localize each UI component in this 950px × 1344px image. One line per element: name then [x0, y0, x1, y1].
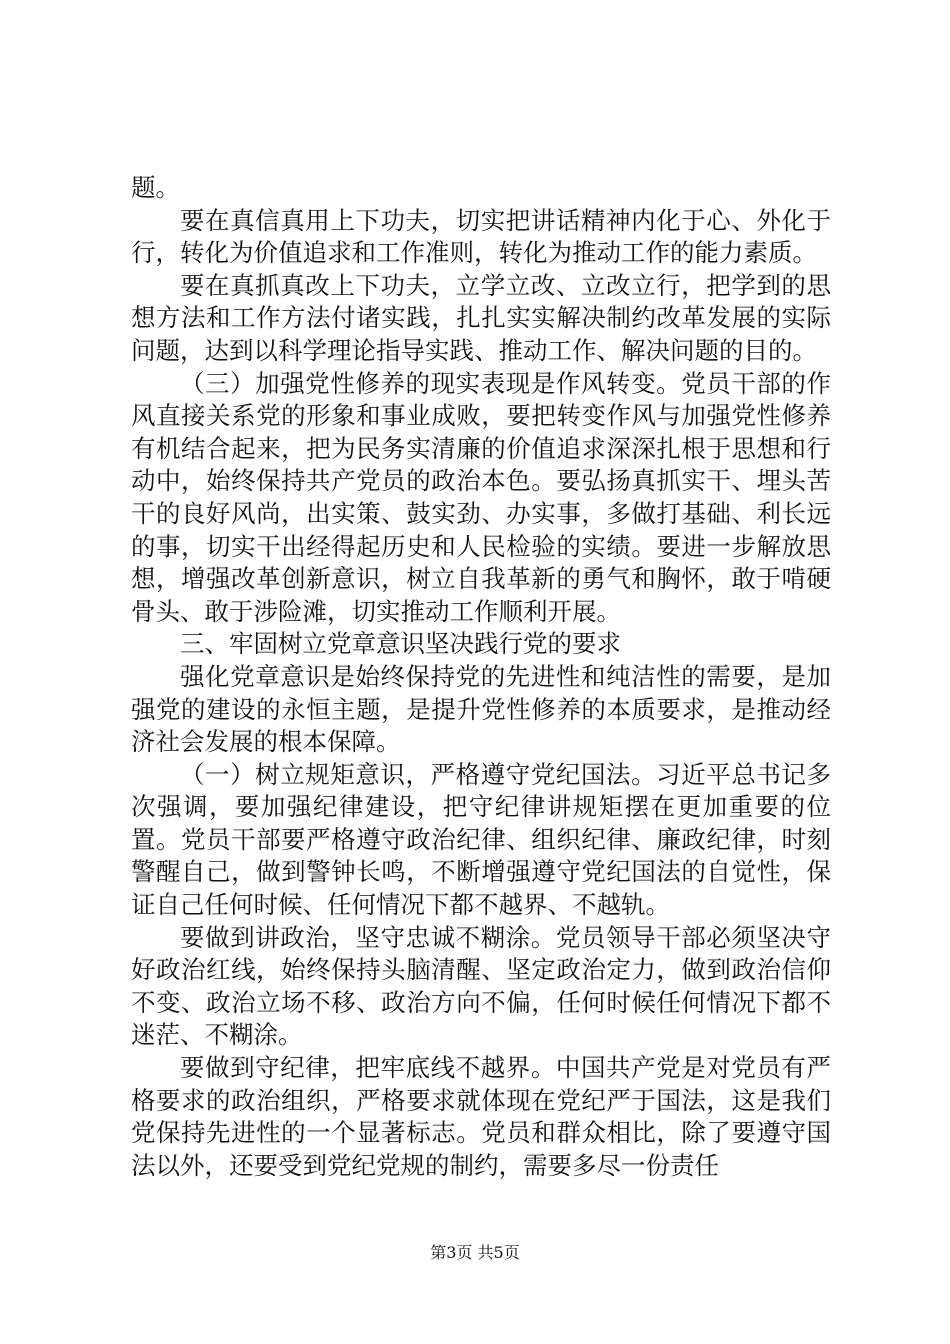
paragraph: （三）加强党性修养的现实表现是作风转变。党员干部的作风直接关系党的形象和事业成败，要把转变作风与加强党性修养有机结合起来，把为民务实清廉的价值追求深深扎根于思想和行动中，始终保持共产党员的政治本色。要弘扬真抓实干、埋头苦干的良好风尚，出实策、鼓实劲、办实事，多做打基础、利长远的事，切实干出经得起历史和人民检验的实绩。要进一步解放思想，增强改革创新意识，树立自我革新的勇气和胸怀，敢于啃硬骨头、敢于涉险滩，切实推动工作顺利开展。	[131, 368, 831, 626]
paragraph: 要在真信真用上下功夫，切实把讲话精神内化于心、外化于行，转化为价值追求和工作准则，转化为推动工作的能力素质。	[131, 205, 831, 268]
paragraph: 要做到讲政治，坚守忠诚不糊涂。党员领导干部必须坚决守好政治红线，始终保持头脑清醒、坚定政治定力，做到政治信仰不变、政治立场不移、政治方向不偏，任何时候任何情况下都不迷茫、不糊涂。	[131, 922, 831, 1050]
paragraph: 要在真抓真改上下功夫，立学立改、立改立行，把学到的思想方法和工作方法付诸实践，扎扎实实解决制约改革发展的实际问题，达到以科学理论指导实践、推动工作、解决问题的目的。	[131, 270, 831, 365]
paragraph-continuation: 题。	[131, 173, 180, 202]
page-footer: 第3页 共5页	[430, 1243, 520, 1262]
paragraph: 强化党章意识是始终保持党的先进性和纯洁性的需要，是加强党的建设的永恒主题，是提升党性修养的本质要求，是推动经济社会发展的根本保障。	[131, 661, 831, 757]
document-body	[131, 172, 831, 1182]
paragraph: 要做到守纪律，把牢底线不越界。中国共产党是对党员有严格要求的政治组织，严格要求就体现在党纪严于国法，这是我们党保持先进性的一个显著标志。党员和群众相比，除了要遵守国法以外，还要受到党纪党规的制约，需要多尽一份责任	[131, 1053, 831, 1180]
paragraph: （一）树立规矩意识，严格遵守党纪国法。习近平总书记多次强调，要加强纪律建设，把守纪律讲规矩摆在更加重要的位置。党员干部要严格遵守政治纪律、组织纪律、廉政纪律，时刻警醒自己，做到警钟长鸣，不断增强遵守党纪国法的自觉性，保证自己任何时候、任何情况下都不越界、不越轨。	[131, 759, 831, 920]
section-heading: 三、牢固树立党章意识坚决践行党的要求	[180, 629, 621, 659]
